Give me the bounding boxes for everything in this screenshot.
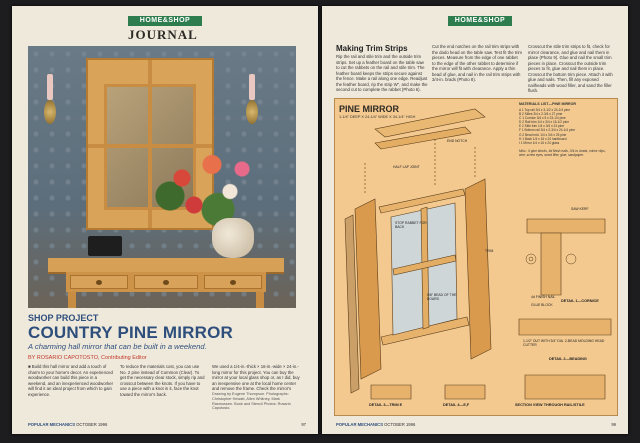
section-label: SHOP PROJECT <box>28 313 99 323</box>
page-footer <box>28 422 107 427</box>
materials-row: B 2 Stiles 3/4 x 2-3/4 x 27 pine <box>519 112 563 117</box>
article-title: COUNTRY PINE MIRROR <box>28 323 233 342</box>
table-leg <box>68 292 76 308</box>
brand-bar: HOME&SHOP <box>448 16 512 26</box>
flower-arrangement <box>146 142 266 232</box>
section-view-label: SECTION VIEW THROUGH RAIL/STILE <box>515 403 585 407</box>
page-footer <box>336 422 415 427</box>
label-end-notch: END NOTCH <box>447 139 468 143</box>
section-view <box>525 375 605 399</box>
vase <box>212 218 254 258</box>
journal-title: JOURNAL <box>128 27 198 42</box>
materials-list <box>519 108 613 145</box>
body-column-1: ■ Build this hall mirror and add a touch of charm to your home's decor. An experienced woodworker can build this piece in a weekend, and an inexperienced woodworker will find it an ideal project from which to gain experience. <box>28 364 114 397</box>
label-saw-kerf: SAW KERF <box>571 207 589 211</box>
mirror-photo <box>28 46 296 308</box>
detail-cornice-profile <box>527 219 605 233</box>
body-column-2: To reduce the materials cost, you can use No. 2 pine instead of Common (Clear). To get the necessary clear stock, simply rip and crosscut between the knots. If you have to use a piece with a knot in it, face the knot toward the mirror's back. <box>120 364 205 397</box>
detail-3-label: DETAIL 3—TRIM E <box>369 403 403 407</box>
materials-row: E 2 Stile trim 1/4 x 3/4 x 24 pine <box>519 124 565 129</box>
photo-credit: Drawing by Eugene Thompson. Photographs: Christopher Hewatt, Allen Whitney, Mark Rasmussen. Book and Stencil Photos: Rosario Capotosto. <box>212 392 291 411</box>
stile-right <box>465 179 491 359</box>
article-subtitle: A charming hall mirror that can be built in a weekend. <box>28 342 207 351</box>
materials-list-title: MATERIALS LIST—PINE MIRROR <box>519 102 577 106</box>
label-nail: 4d FINISH NAIL <box>531 295 556 299</box>
detail-2-label: DETAIL 2—BEADING <box>549 357 587 361</box>
materials-row: G 2 Bead mld. 1/4 x 3/4 x 25 pine <box>519 132 567 137</box>
left-page <box>12 6 318 434</box>
materials-row: I 1 Mirror 1/4 x 16 x 24 glass <box>519 140 560 145</box>
footer-brand: POPULAR MECHANICS <box>28 422 75 427</box>
detail-4-label: DETAIL 4—E,F <box>443 403 470 407</box>
page-number: 99 <box>611 422 616 427</box>
materials-row: D 2 Rail trim 1/4 x 3/4 x 16-1/2 pine <box>519 120 569 125</box>
materials-row: A 1 Top rail 3/4 x 3-1/2 x 24-1/4 pine <box>519 108 570 112</box>
materials-row: F 1 Bottom rail 3/4 x 2-3/4 x 24-1/4 pine <box>519 128 575 133</box>
detail-1-label: DETAIL 1—CORNICE <box>561 299 599 303</box>
label-heading-cut: 1-1/2" OUT WITH 3/4" DIA. 2-BEAD MOLDING HEAD CUTTER <box>523 339 605 347</box>
body-column-3: We used a 1/4-in.-thick × 16-in.-wide × 24-in.-long mirror for this project. You can buy the mirror at your local glass shop or, as I did, buy an inexpensive one at the local home center and remove the frame. Check the mirror's <box>212 364 300 390</box>
materials-row: C 1 Cornice 3/4 x 5 x 23-1/4 pine <box>519 116 566 121</box>
detail-beading <box>519 319 611 335</box>
plan-dimensions: 1-1/4" DEEP X 24-1/4" WIDE X 34-1/4" HIGH <box>339 115 416 119</box>
label-bead: 5/8" BEAD OF THE BOARD <box>427 293 457 301</box>
radio <box>88 236 122 256</box>
footer-brand: POPULAR MECHANICS <box>336 422 383 427</box>
section-heading: Making Trim Strips <box>336 44 408 53</box>
brand-bar: HOME&SHOP <box>128 16 202 26</box>
drawer <box>134 275 198 289</box>
body-column-2: Cut the end notches on the rail trim strips with the dado head on the table saw. Test fit the trim pieces. Measure from the edge of one rabbet to the edge of the other rabbet to determine if the mirror will fit with clearance. Apply a thin bead of glue, and nail in the rail trim strips with 3/4-in. brads (Photo 8). <box>432 44 522 82</box>
label-half-lap: HALF LAP JOINT <box>393 165 420 169</box>
footer-issue: OCTOBER 1996 <box>384 422 416 427</box>
detail-trim <box>371 385 411 399</box>
materials-misc: Misc.: 6 glue blocks, 4d finish nails, 3/4-in. brads, mirror clips, wire, screw eyes, wood filler, glue, sandpaper. <box>519 149 606 158</box>
right-page <box>322 6 628 434</box>
drawer <box>70 275 128 289</box>
stile-left <box>355 199 381 379</box>
plan-drawing <box>334 98 618 416</box>
candle-sconce-left <box>44 74 56 124</box>
page-number: 97 <box>301 422 306 427</box>
materials-row: H 1 Back 1/4 x 16 x 24 hardboard <box>519 136 567 141</box>
hall-table-drawers <box>66 272 266 292</box>
byline: BY ROSARIO CAPOTOSTO, Contributing Editor <box>28 355 147 361</box>
label-rabbet: STOP RABBET FOR BACK <box>395 221 427 229</box>
exploded-view-drawing <box>335 99 617 415</box>
body-column-3: Crosscut the stile trim strips to fit, check for mirror clearance, and glue and nail them in place (Photo 9). Glue and nail the small trim pieces in place. Crosscut the outside trim pieces to fit, glue and nail them in place. Crosscut the bottom trim piece. Attach it with glue and nails. Then, fill any exposed nailheads with wood filler, and sand the filler flush. <box>528 44 613 93</box>
detail-cornice-bracket <box>541 233 561 295</box>
plan-title: PINE MIRROR <box>339 104 400 114</box>
drawer <box>204 275 262 289</box>
label-glue-block: GLUE BLOCK <box>531 303 553 307</box>
detail-trim-ef <box>445 385 485 399</box>
label-trim: TRIM <box>485 249 494 253</box>
footer-issue: OCTOBER 1996 <box>76 422 108 427</box>
body-column-1: Rip the rail and stile trim and the outside trim strips. Set up a feather board on the table saw to cut the rabbets on the rail and stile trim. The feather board keeps the strips secure against the fence. Make a rail along one edge. Readjust the feather board, rip the strip W", and make the second cut to complete the rabbet (Photo 6). <box>336 54 428 92</box>
table-leg <box>256 292 264 308</box>
candle-sconce-right <box>246 74 258 124</box>
